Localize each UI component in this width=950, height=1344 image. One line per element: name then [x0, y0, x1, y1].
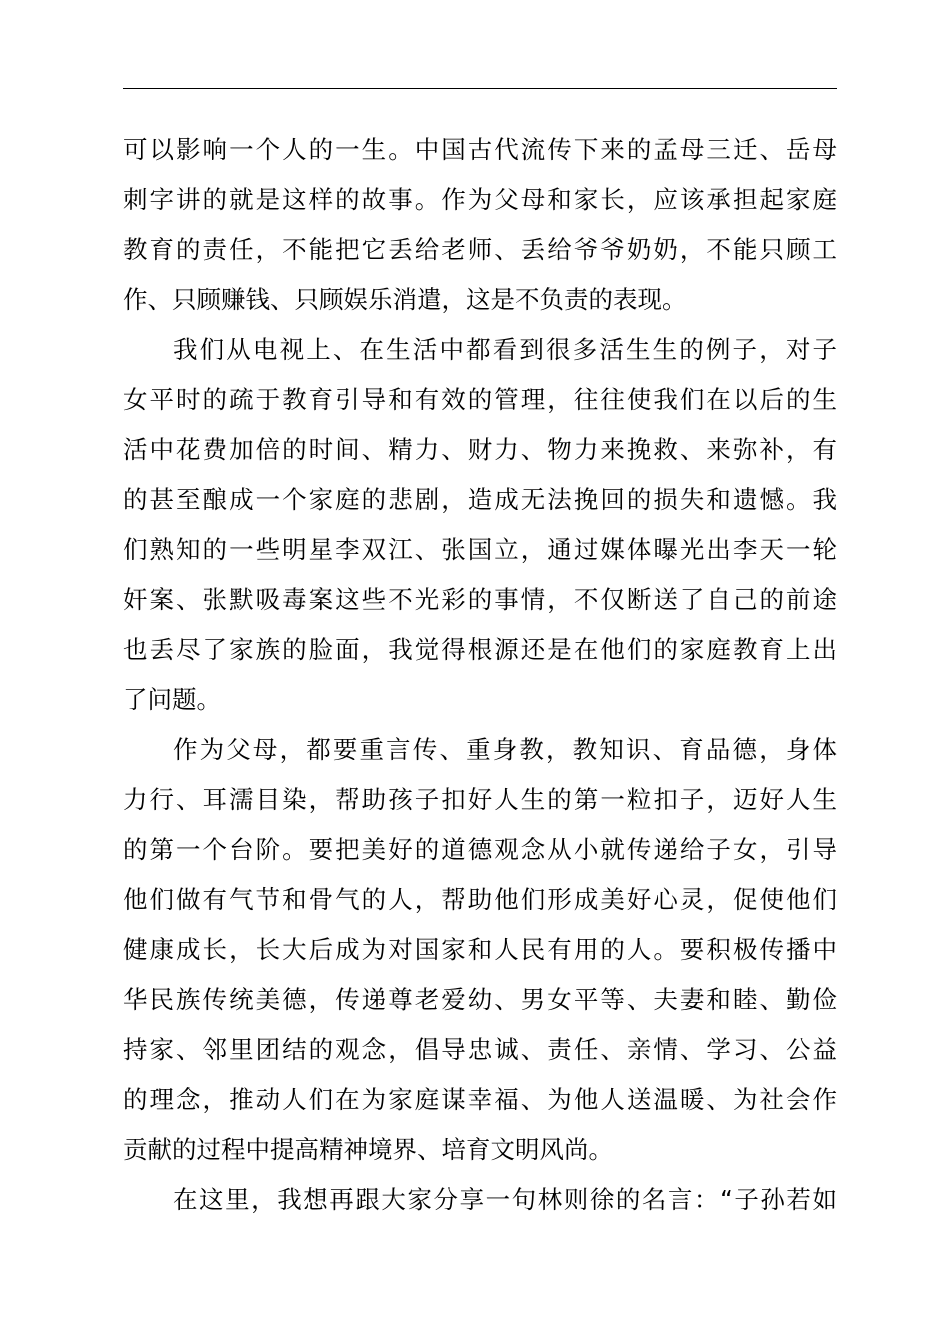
text-line: 也丢尽了家族的脸面，我觉得根源还是在他们的家庭教育上出 — [123, 635, 837, 664]
header-rule — [123, 88, 837, 89]
text-line: 们熟知的一些明星李双江、张国立，通过媒体曝光出李天一轮 — [123, 535, 837, 564]
text-line: 可以影响一个人的一生。中国古代流传下来的孟母三迁、岳母 — [123, 135, 837, 164]
text-line: 我们从电视上、在生活中都看到很多活生生的例子，对子 — [173, 335, 837, 364]
text-line: 教育的责任，不能把它丢给老师、丢给爷爷奶奶，不能只顾工 — [123, 235, 837, 264]
text-line: 贡献的过程中提高精神境界、培育文明风尚。 — [123, 1135, 613, 1164]
text-line: 在这里，我想再跟大家分享一句林则徐的名言：“子孙若如 — [173, 1185, 837, 1214]
text-line: 健康成长，长大后成为对国家和人民有用的人。要积极传播中 — [123, 935, 837, 964]
text-line: 华民族传统美德，传递尊老爱幼、男女平等、夫妻和睦、勤俭 — [123, 985, 837, 1014]
text-line: 了问题。 — [123, 685, 221, 714]
text-line: 作为父母，都要重言传、重身教，教知识、育品德，身体 — [173, 735, 837, 764]
text-line: 刺字讲的就是这样的故事。作为父母和家长，应该承担起家庭 — [123, 185, 837, 214]
text-line: 力行、耳濡目染，帮助孩子扣好人生的第一粒扣子，迈好人生 — [123, 785, 837, 814]
text-line: 他们做有气节和骨气的人，帮助他们形成美好心灵，促使他们 — [123, 885, 837, 914]
text-line: 持家、邻里团结的观念，倡导忠诚、责任、亲情、学习、公益 — [123, 1035, 837, 1064]
text-line: 奸案、张默吸毒案这些不光彩的事情，不仅断送了自己的前途 — [123, 585, 837, 614]
text-line: 作、只顾赚钱、只顾娱乐消遣，这是不负责的表现。 — [123, 285, 687, 314]
text-line: 的第一个台阶。要把美好的道德观念从小就传递给子女，引导 — [123, 835, 837, 864]
text-line: 女平时的疏于教育引导和有效的管理，往往使我们在以后的生 — [123, 385, 837, 414]
text-line: 的甚至酿成一个家庭的悲剧，造成无法挽回的损失和遗憾。我 — [123, 485, 837, 514]
text-line: 的理念，推动人们在为家庭谋幸福、为他人送温暖、为社会作 — [123, 1085, 837, 1114]
text-line: 活中花费加倍的时间、精力、财力、物力来挽救、来弥补，有 — [123, 435, 837, 464]
